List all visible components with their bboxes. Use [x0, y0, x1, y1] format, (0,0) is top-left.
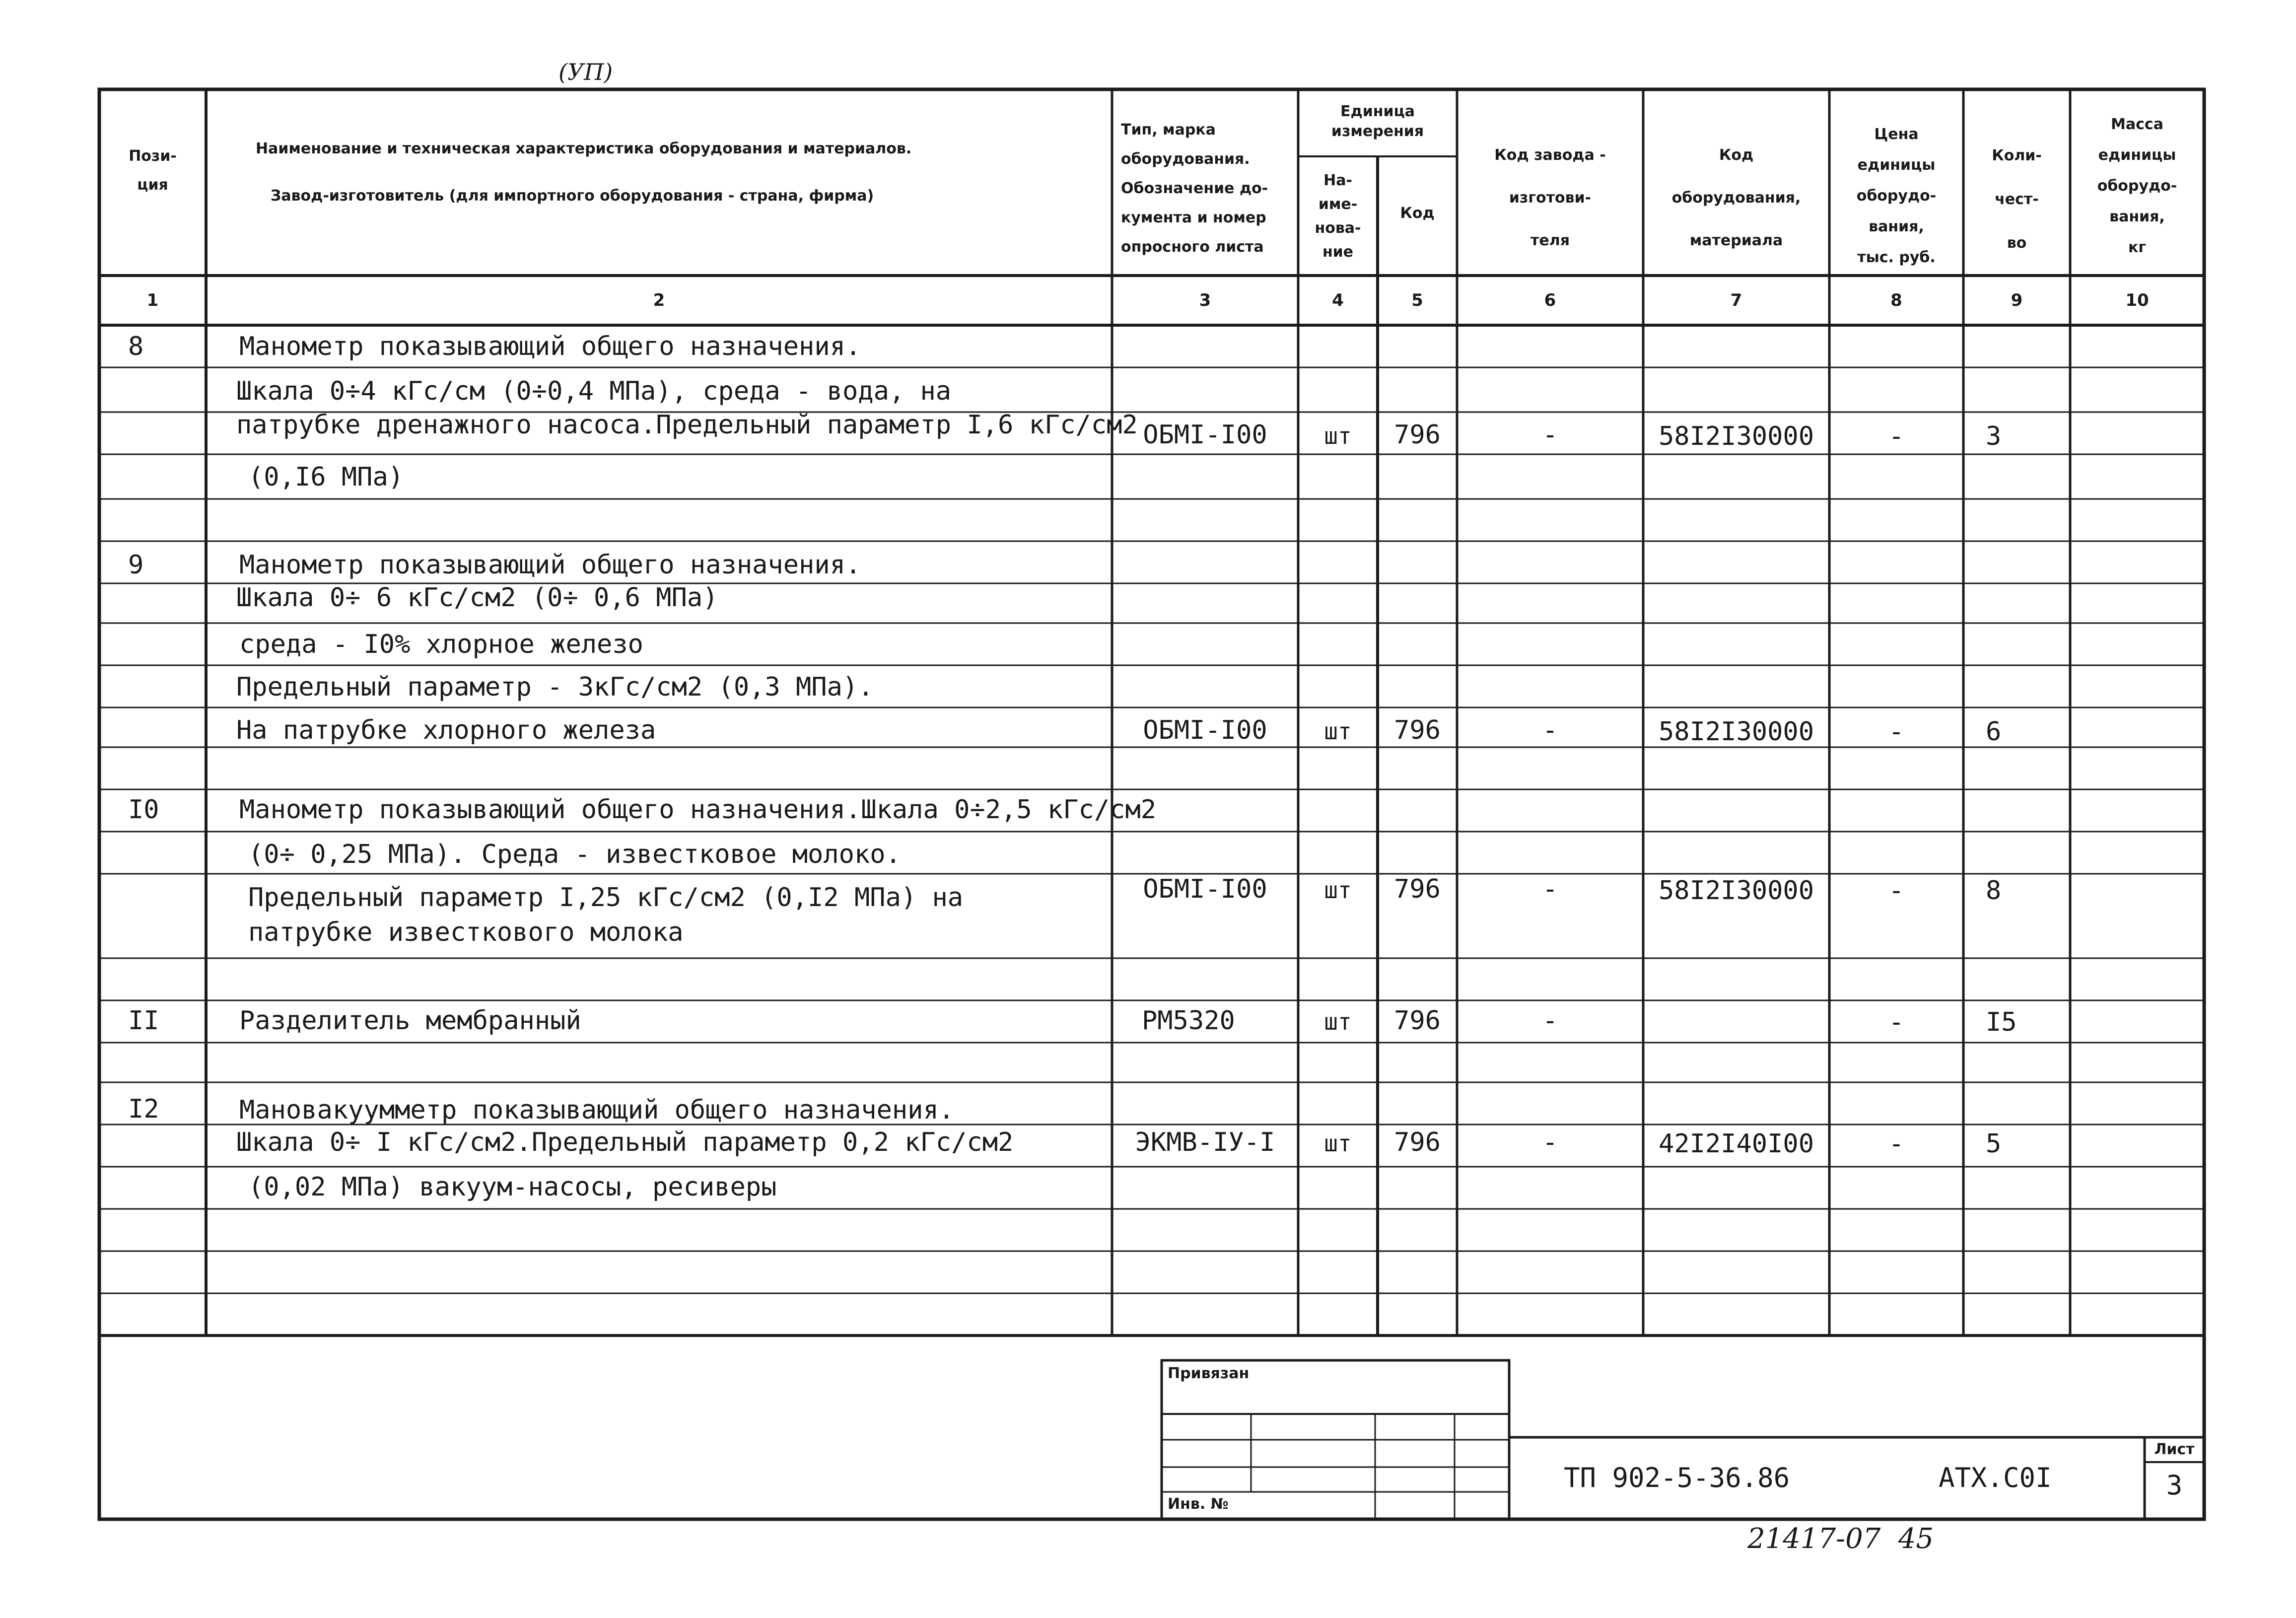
row-description: (0,02 МПа) вакуум-насосы, ресиверы — [248, 1172, 777, 1202]
row-description: Разделитель мембранный — [239, 1006, 581, 1036]
row-material-code: 58I2I30000 — [1658, 717, 1814, 747]
colnum-6: 6 — [1544, 290, 1556, 310]
row-description: Шкала 0÷4 кГс/см (0÷0,4 МПа), среда - вода, на — [236, 376, 952, 406]
header-col2-line2: Завод-изготовитель (для импортного оборудования - страна, фирма) — [271, 187, 874, 205]
header-col4: На- име- нова- ние — [1315, 172, 1361, 261]
colnum-3: 3 — [1199, 290, 1211, 310]
row-unit-code: 796 — [1394, 1006, 1441, 1036]
row-position: 8 — [128, 332, 144, 361]
row-position: I2 — [128, 1094, 159, 1124]
header-col8: Цена единицы оборудо- вания, тыс. руб. — [1856, 126, 1937, 266]
header-unit-group: Единица измерения — [1331, 103, 1424, 140]
row-type: ОБМI-I00 — [1143, 874, 1267, 904]
row-description: Манометр показывающий общего назначения.Шкала 0÷2,5 кГс/см2 — [239, 795, 1157, 825]
row-description: патрубке известкового молока — [248, 917, 684, 947]
colnum-10: 10 — [2125, 290, 2149, 310]
row-material-code: 58I2I30000 — [1658, 876, 1814, 906]
header-col7: Код оборудования, материала — [1671, 146, 1801, 249]
row-description: Предельный параметр - 3кГс/см2 (0,3 МПа). — [236, 672, 874, 702]
archive-number: 21417-07 45 — [1747, 1523, 1934, 1555]
row-description: Шкала 0÷ 6 кГс/см2 (0÷ 0,6 МПа) — [236, 583, 718, 613]
row-price: - — [1888, 876, 1904, 906]
sheet-label: Лист — [2154, 1441, 2195, 1458]
colnum-9: 9 — [2011, 290, 2023, 310]
row-description: (0÷ 0,25 МПа). Среда - известковое молоко. — [248, 840, 901, 869]
row-quantity: 8 — [1986, 876, 2002, 906]
row-quantity: I5 — [1986, 1007, 2017, 1037]
row-type: ОБМI-I00 — [1143, 715, 1267, 745]
row-type: ОБМI-I00 — [1143, 420, 1267, 450]
row-unit: шт — [1324, 718, 1352, 745]
header-col3: Тип, марка оборудования. Обозначение до- кумента и номер опросного листа — [1121, 121, 1268, 256]
row-unit-code: 796 — [1394, 715, 1441, 745]
row-price: - — [1888, 1007, 1904, 1037]
row-position: 9 — [128, 550, 144, 580]
row-position: II — [128, 1006, 159, 1036]
row-price: - — [1888, 717, 1904, 747]
row-description: патрубке дренажного насоса.Предельный параметр I,6 кГс/см2 — [236, 410, 1138, 440]
header-col10: Масса единицы оборудо- вания, кг — [2097, 116, 2177, 256]
header-col1: Пози- ция — [129, 147, 177, 194]
row-description: Манометр показывающий общего назначения. — [239, 550, 861, 580]
page-mark: (УП) — [558, 59, 613, 85]
row-quantity: 5 — [1986, 1129, 2002, 1159]
colnum-4: 4 — [1332, 290, 1344, 310]
row-unit-code: 796 — [1394, 1127, 1441, 1157]
row-description: (0,I6 МПа) — [248, 462, 404, 492]
row-type: РМ5320 — [1142, 1006, 1235, 1036]
row-price: - — [1888, 422, 1904, 451]
colnum-1: 1 — [146, 290, 159, 310]
row-unit: шт — [1324, 1130, 1352, 1157]
row-material-code: 42I2I40I00 — [1658, 1129, 1814, 1159]
sheet-number: 3 — [2166, 1470, 2183, 1501]
row-quantity: 6 — [1986, 717, 2002, 747]
header-col6: Код завода - изготови- теля — [1494, 146, 1606, 249]
row-unit: шт — [1324, 422, 1352, 449]
row-plant-code: - — [1542, 874, 1558, 904]
colnum-5: 5 — [1411, 290, 1423, 310]
inventory-number-label: Инв. № — [1168, 1495, 1229, 1513]
row-description: Мановакуумметр показывающий общего назначения. — [239, 1095, 955, 1125]
colnum-2: 2 — [653, 290, 665, 310]
colnum-7: 7 — [1730, 290, 1742, 310]
bound-label: Привязан — [1168, 1365, 1250, 1382]
colnum-8: 8 — [1890, 290, 1902, 310]
row-description: среда - I0% хлорное железо — [239, 630, 643, 659]
document-mark: АТХ.С0I — [1939, 1462, 2052, 1493]
row-description: Шкала 0÷ I кГс/см2.Предельный параметр 0,2 кГс/см2 — [236, 1127, 1014, 1157]
row-plant-code: - — [1542, 1127, 1558, 1157]
row-price: - — [1888, 1129, 1904, 1159]
row-type: ЭКМВ-IУ-I — [1135, 1127, 1275, 1157]
row-description: На патрубке хлорного железа — [236, 715, 656, 745]
row-unit-code: 796 — [1394, 874, 1441, 904]
row-unit: шт — [1324, 1008, 1352, 1035]
row-description: Манометр показывающий общего назначения. — [239, 332, 861, 361]
header-col9: Коли- чест- во — [1992, 147, 2042, 252]
row-quantity: 3 — [1986, 422, 2002, 451]
document-code: ТП 902-5-36.86 — [1564, 1462, 1790, 1493]
row-position: I0 — [128, 795, 159, 825]
header-col2-line1: Наименование и техническая характеристика оборудования и материалов. — [256, 140, 912, 157]
header-col5: Код — [1400, 205, 1435, 222]
row-unit: шт — [1324, 877, 1352, 904]
row-plant-code: - — [1542, 715, 1558, 745]
row-plant-code: - — [1542, 420, 1558, 450]
row-description: Предельный параметр I,25 кГс/см2 (0,I2 МПа) на — [248, 883, 964, 913]
row-plant-code: - — [1542, 1006, 1558, 1036]
row-material-code: 58I2I30000 — [1658, 422, 1814, 451]
row-unit-code: 796 — [1394, 420, 1441, 450]
